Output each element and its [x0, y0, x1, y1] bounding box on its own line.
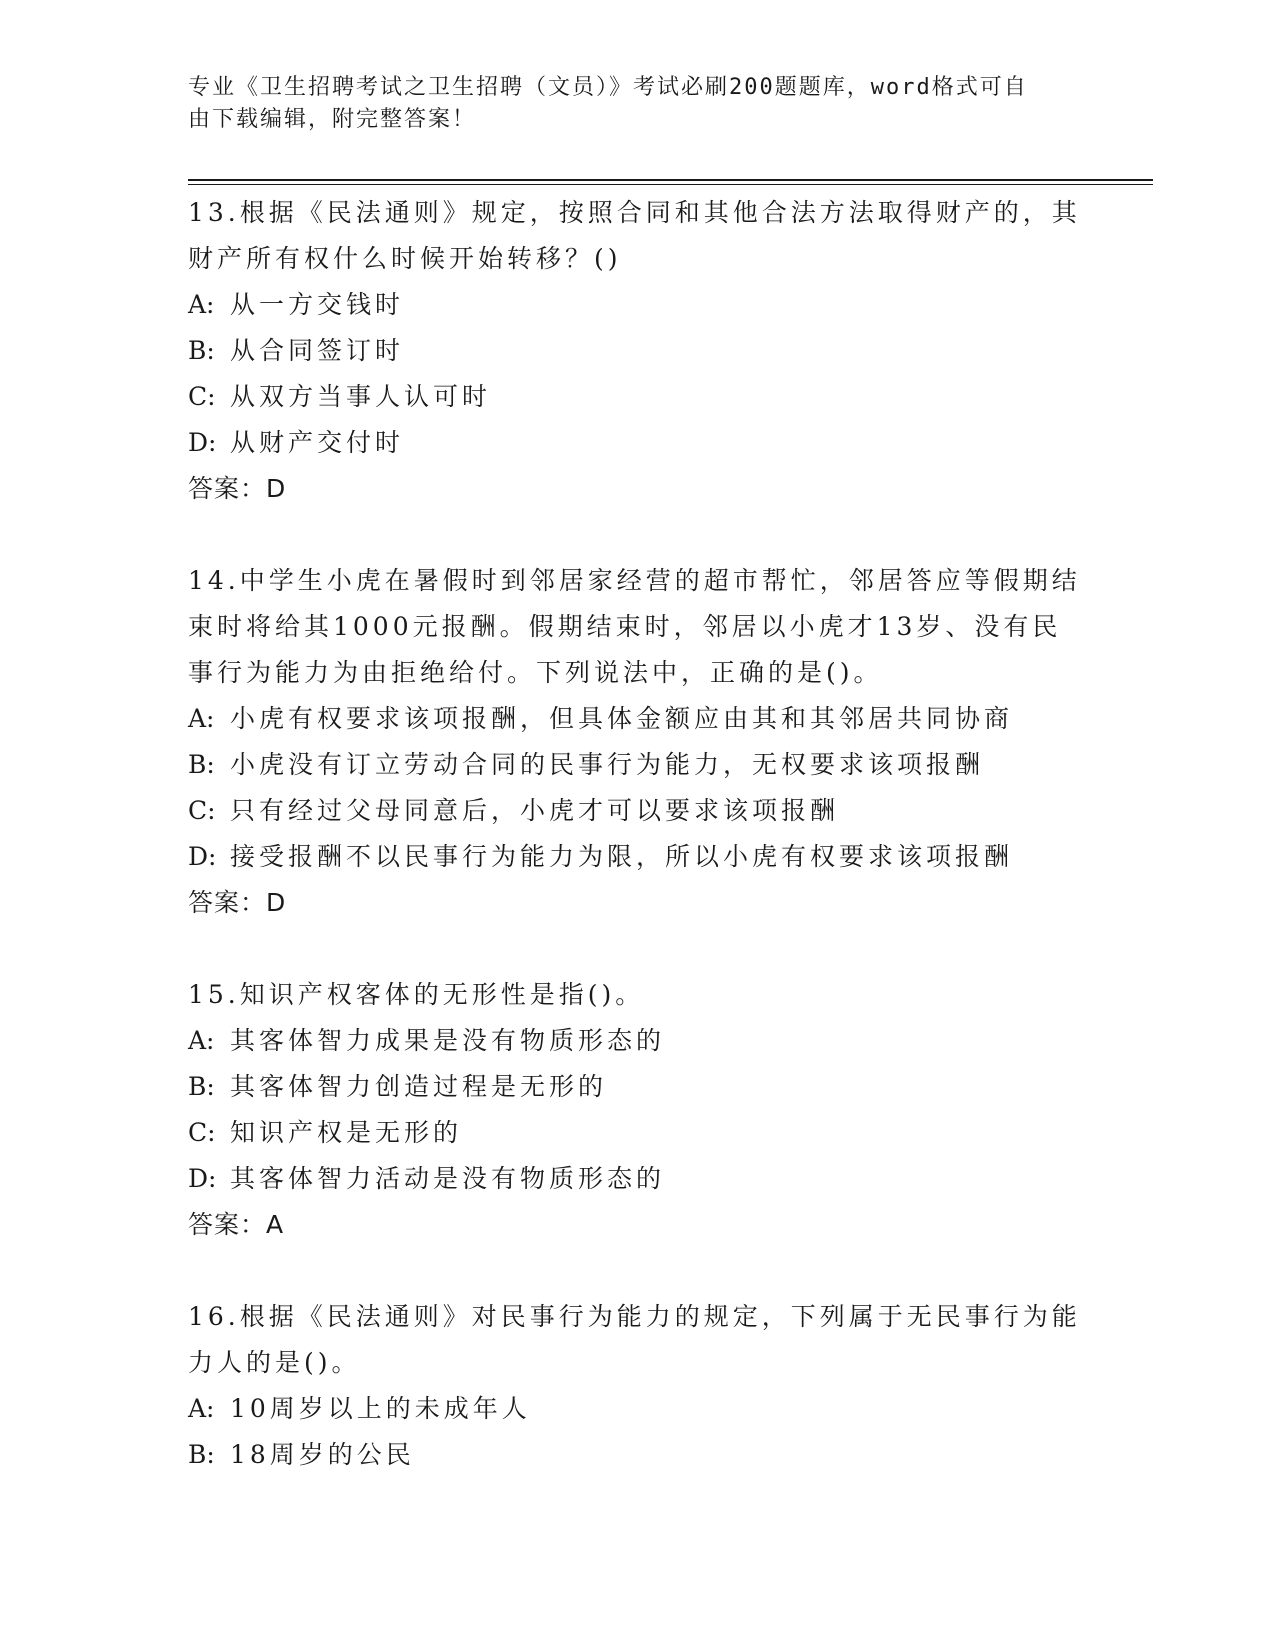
question-spacer [188, 512, 1118, 558]
option-text: 其客体智力活动是没有物质形态的 [230, 1164, 666, 1193]
option-b [188, 1432, 1118, 1478]
option-key: C: [188, 796, 216, 825]
option-text: 其客体智力成果是没有物质形态的 [230, 1026, 666, 1055]
option-key: B: [188, 750, 215, 779]
stem-line: 力人的是()。 [188, 1348, 361, 1377]
option-text: 从一方交钱时 [230, 290, 405, 319]
question-spacer [188, 926, 1118, 972]
header-line-1: 专业《卫生招聘考试之卫生招聘（文员）》考试必刷200题题库，word格式可自 [188, 75, 1028, 100]
option-text: 小虎有权要求该项报酬，但具体金额应由其和其邻居共同协商 [230, 704, 1014, 733]
stem-line: 14.中学生小虎在暑假时到邻居家经营的超市帮忙，邻居答应等假期结 [188, 566, 1081, 595]
option-key: B: [188, 336, 215, 365]
stem-line: 财产所有权什么时候开始转移？() [188, 244, 622, 273]
stem-line: 16.根据《民法通则》对民事行为能力的规定，下列属于无民事行为能 [188, 1302, 1081, 1331]
option-text: 知识产权是无形的 [230, 1118, 463, 1147]
option-d [188, 420, 1118, 466]
option-d [188, 1156, 1118, 1202]
question-14 [188, 558, 1118, 926]
option-b [188, 1064, 1118, 1110]
header-line-2: 由下载编辑，附完整答案！ [188, 107, 477, 132]
option-key: B: [188, 1072, 215, 1101]
option-b [188, 328, 1118, 374]
stem-line: 15.知识产权客体的无形性是指()。 [188, 980, 645, 1009]
option-text: 从双方当事人认可时 [230, 382, 492, 411]
question-stem [188, 972, 1118, 1018]
option-key: A: [188, 1394, 215, 1423]
question-stem [188, 558, 1118, 696]
question-spacer [188, 1248, 1118, 1294]
option-key: D: [188, 842, 217, 871]
option-b [188, 742, 1118, 788]
question-13 [188, 190, 1118, 512]
question-15 [188, 972, 1118, 1248]
answer-line: 答案：D [188, 888, 287, 917]
option-text: 只有经过父母同意后，小虎才可以要求该项报酬 [230, 796, 840, 825]
option-key: A: [188, 704, 215, 733]
option-text: 10周岁以上的未成年人 [230, 1394, 531, 1423]
answer-line: 答案：A [188, 1210, 285, 1239]
option-text: 18周岁的公民 [230, 1440, 415, 1469]
option-key: A: [188, 1026, 215, 1055]
option-key: B: [188, 1440, 215, 1469]
option-a [188, 696, 1118, 742]
question-stem [188, 190, 1118, 282]
option-key: A: [188, 290, 215, 319]
option-a [188, 1018, 1118, 1064]
option-key: C: [188, 1118, 216, 1147]
option-key: D: [188, 1164, 217, 1193]
option-c [188, 374, 1118, 420]
option-a [188, 282, 1118, 328]
option-key: D: [188, 428, 217, 457]
stem-line: 事行为能力为由拒绝给付。下列说法中，正确的是()。 [188, 658, 883, 687]
header-divider-thick [188, 179, 1153, 181]
stem-line: 束时将给其1000元报酬。假期结束时，邻居以小虎才13岁、没有民 [188, 612, 1062, 641]
option-text: 小虎没有订立劳动合同的民事行为能力，无权要求该项报酬 [230, 750, 985, 779]
option-text: 从合同签订时 [230, 336, 405, 365]
question-16 [188, 1294, 1118, 1478]
header-divider-thin [188, 184, 1153, 185]
option-c [188, 1110, 1118, 1156]
option-d [188, 834, 1118, 880]
question-list [188, 190, 1118, 1478]
document-header [188, 72, 1088, 136]
option-a [188, 1386, 1118, 1432]
option-key: C: [188, 382, 216, 411]
answer-line: 答案：D [188, 474, 287, 503]
question-stem [188, 1294, 1118, 1386]
option-text: 从财产交付时 [230, 428, 405, 457]
stem-line: 13.根据《民法通则》规定，按照合同和其他合法方法取得财产的，其 [188, 198, 1081, 227]
option-text: 接受报酬不以民事行为能力为限，所以小虎有权要求该项报酬 [230, 842, 1014, 871]
option-c [188, 788, 1118, 834]
option-text: 其客体智力创造过程是无形的 [230, 1072, 608, 1101]
